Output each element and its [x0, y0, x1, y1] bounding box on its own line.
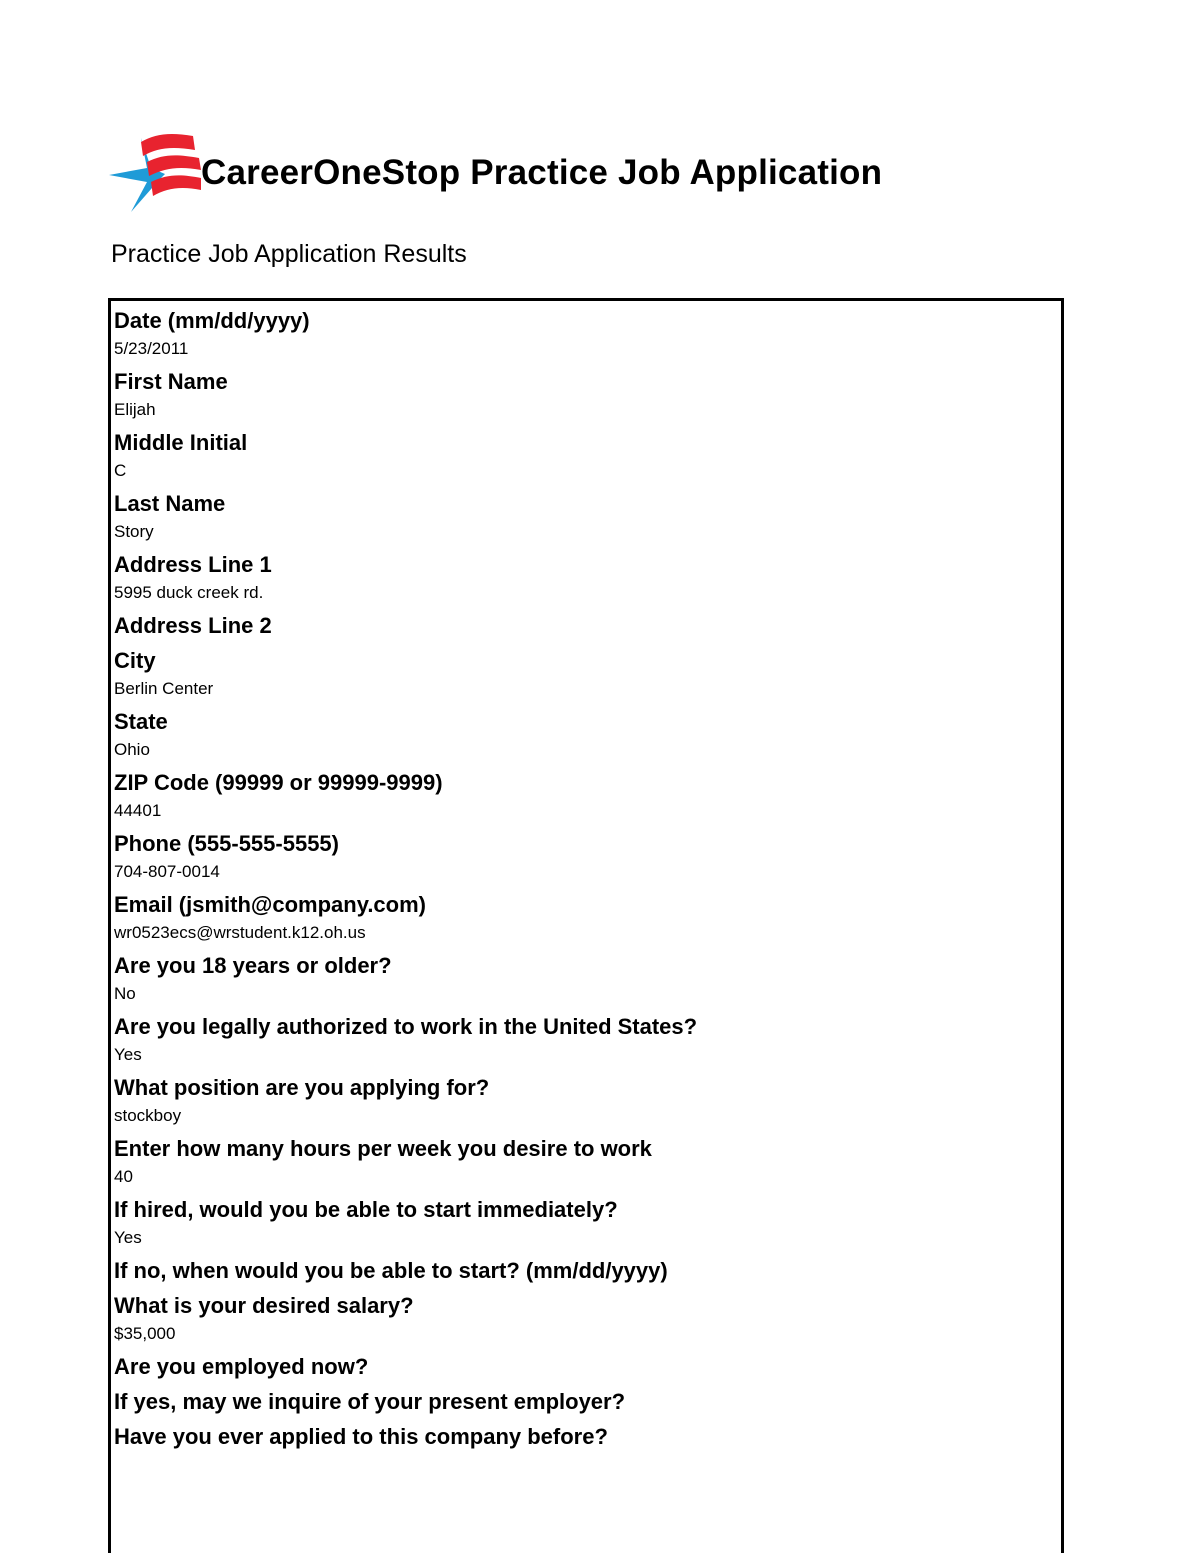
field-label: Last Name: [114, 491, 226, 516]
field-value: Berlin Center: [114, 679, 214, 698]
field-label: Are you employed now?: [114, 1354, 369, 1379]
field-label: City: [114, 648, 156, 673]
field-label: Address Line 2: [114, 613, 272, 638]
field-row: [114, 1422, 1061, 1457]
field-row: [114, 367, 1061, 428]
field-row: [114, 428, 1061, 489]
logo-flag-stripe-2: [147, 155, 201, 176]
field-value: 44401: [114, 801, 162, 820]
field-label: What position are you applying for?: [114, 1075, 490, 1100]
field-row: [114, 646, 1061, 707]
results-subtitle: Practice Job Application Results: [111, 240, 467, 268]
field-row: [114, 1073, 1061, 1134]
careeronestop-logo-icon: [107, 130, 203, 214]
field-value: $35,000: [114, 1324, 176, 1343]
logo-flag-stripe-1: [141, 134, 195, 156]
field-row: [114, 1012, 1061, 1073]
field-row: [114, 611, 1061, 646]
field-label: Middle Initial: [114, 430, 248, 455]
field-label: Enter how many hours per week you desire to work: [114, 1136, 652, 1161]
field-row: [114, 951, 1061, 1012]
field-value: Ohio: [114, 740, 150, 759]
field-label: First Name: [114, 369, 228, 394]
field-value: 704-807-0014: [114, 862, 220, 881]
field-value: 5995 duck creek rd.: [114, 583, 264, 602]
fields-list: [114, 306, 1061, 1457]
field-label: If hired, would you be able to start immediately?: [114, 1197, 618, 1222]
field-row: [114, 890, 1061, 951]
field-value: Story: [114, 522, 154, 541]
field-value: stockboy: [114, 1106, 182, 1125]
field-label: If yes, may we inquire of your present employer?: [114, 1389, 626, 1414]
field-value: No: [114, 984, 136, 1003]
page-header: [107, 130, 882, 214]
field-label: Are you legally authorized to work in the United States?: [114, 1014, 698, 1039]
field-label: ZIP Code (99999 or 99999-9999): [114, 770, 443, 795]
field-label: If no, when would you be able to start? (mm/dd/yyyy): [114, 1258, 668, 1283]
field-value: Yes: [114, 1228, 142, 1247]
field-value: Yes: [114, 1045, 142, 1064]
field-row: [114, 550, 1061, 611]
page-title: CareerOneStop Practice Job Application: [201, 153, 883, 192]
field-value: Elijah: [114, 400, 156, 419]
field-row: [114, 1291, 1061, 1352]
field-value: 40: [114, 1167, 133, 1186]
results-panel: [108, 298, 1064, 1553]
field-row: [114, 1195, 1061, 1256]
field-label: Date (mm/dd/yyyy): [114, 308, 310, 333]
field-row: [114, 829, 1061, 890]
field-row: [114, 1387, 1061, 1422]
field-row: [114, 768, 1061, 829]
field-row: [114, 306, 1061, 367]
field-label: What is your desired salary?: [114, 1293, 414, 1318]
field-row: [114, 1352, 1061, 1387]
field-value: 5/23/2011: [114, 339, 189, 358]
field-label: Address Line 1: [114, 552, 272, 577]
field-row: [114, 1134, 1061, 1195]
field-row: [114, 1256, 1061, 1291]
field-label: Phone (555-555-5555): [114, 831, 339, 856]
field-row: [114, 707, 1061, 768]
field-label: Are you 18 years or older?: [114, 953, 392, 978]
field-label: Have you ever applied to this company before?: [114, 1424, 608, 1449]
field-value: C: [114, 461, 127, 480]
field-row: [114, 489, 1061, 550]
field-label: Email (jsmith@company.com): [114, 892, 426, 917]
field-value: wr0523ecs@wrstudent.k12.oh.us: [114, 923, 366, 942]
field-label: State: [114, 709, 168, 734]
